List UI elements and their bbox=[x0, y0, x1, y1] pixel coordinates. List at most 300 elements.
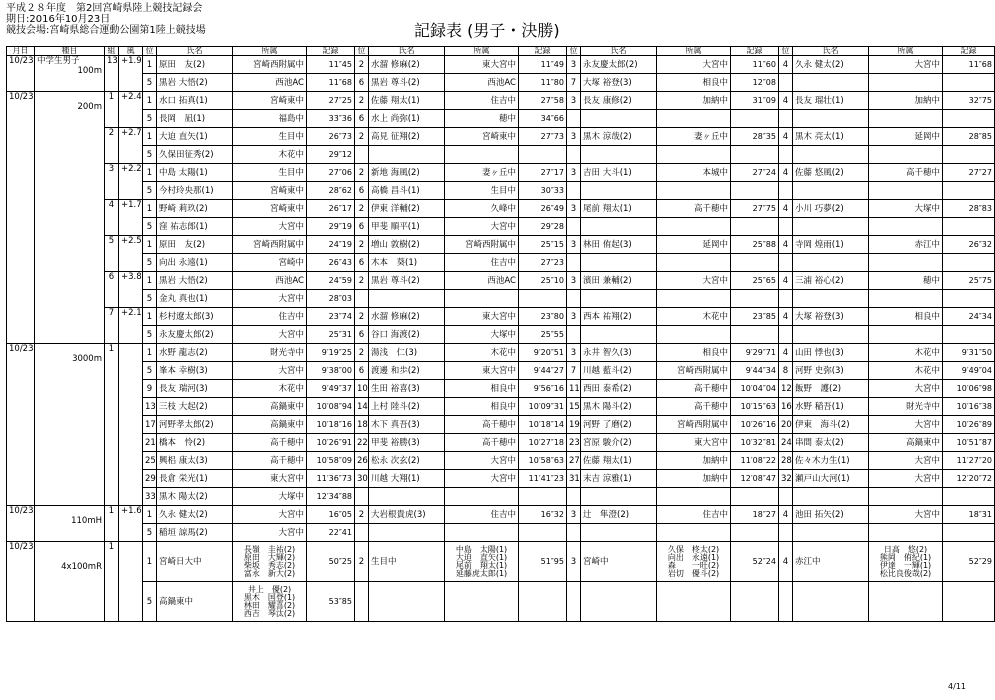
athlete-name: 黒木 涼哉(2) bbox=[581, 128, 657, 146]
place: 10 bbox=[355, 380, 369, 398]
team bbox=[445, 524, 519, 542]
place: 31 bbox=[567, 470, 581, 488]
athlete-name: 長友 瑞河(3) bbox=[157, 380, 233, 398]
col-heat: 組 bbox=[105, 47, 119, 56]
athlete-name: 尾前 翔太(1) bbox=[581, 200, 657, 218]
record: 9′38″00 bbox=[307, 362, 355, 380]
athlete-name: 長友 瑠壮(1) bbox=[793, 92, 869, 110]
athlete-name: 黒岩 尊斗(2) bbox=[369, 272, 445, 290]
team: 財光寺中 bbox=[233, 344, 307, 362]
place: 4 bbox=[779, 506, 793, 524]
athlete-name: 松永 次玄(2) bbox=[369, 452, 445, 470]
team bbox=[869, 74, 943, 92]
place: 2 bbox=[355, 92, 369, 110]
col-event: 種目 bbox=[35, 47, 105, 56]
record: 25″10 bbox=[519, 272, 567, 290]
place: 4 bbox=[779, 200, 793, 218]
athlete-name: 永友慶太郎(2) bbox=[157, 326, 233, 344]
athlete-name: 長友 康修(2) bbox=[581, 92, 657, 110]
record: 12′20″72 bbox=[943, 470, 995, 488]
team bbox=[657, 524, 731, 542]
team: 加納中 bbox=[657, 452, 731, 470]
team: 住吉中 bbox=[445, 92, 519, 110]
team: 延岡中 bbox=[657, 236, 731, 254]
record: 24″59 bbox=[307, 272, 355, 290]
relay-members: 中島 太陽(1) 大迫 直矢(1) 尾前 翔太(1) 延藤虎太郎(1) bbox=[445, 542, 519, 582]
record: 27″24 bbox=[731, 164, 779, 182]
team: 妻ヶ丘中 bbox=[657, 128, 731, 146]
event-date: 10/23 bbox=[7, 92, 35, 344]
record bbox=[731, 254, 779, 272]
record bbox=[731, 182, 779, 200]
athlete-name: 伊東 海斗(2) bbox=[793, 416, 869, 434]
event-date: 10/23 bbox=[7, 542, 35, 622]
place: 14 bbox=[355, 398, 369, 416]
record: 10′18″14 bbox=[519, 416, 567, 434]
heat-number: 1 bbox=[105, 542, 119, 622]
team: 相良中 bbox=[445, 380, 519, 398]
place bbox=[779, 582, 793, 622]
team: 木花中 bbox=[233, 146, 307, 164]
team: 大宮中 bbox=[869, 416, 943, 434]
place: 26 bbox=[355, 452, 369, 470]
relay-members: 井上 優(2) 黒木 国登(1) 林田 耀喜(2) 西吉 琴汰(2) bbox=[233, 582, 307, 622]
record: 11″45 bbox=[307, 56, 355, 74]
record: 29″28 bbox=[519, 218, 567, 236]
athlete-name: 河野 史弥(3) bbox=[793, 362, 869, 380]
place: 4 bbox=[779, 128, 793, 146]
place: 3 bbox=[567, 128, 581, 146]
team: 大塚中 bbox=[445, 326, 519, 344]
relay-members bbox=[445, 582, 519, 622]
event-category bbox=[37, 542, 102, 552]
record bbox=[731, 218, 779, 236]
place: 22 bbox=[355, 434, 369, 452]
table-row bbox=[7, 488, 995, 506]
place: 5 bbox=[143, 146, 157, 164]
team: 大宮中 bbox=[233, 290, 307, 308]
place: 32 bbox=[779, 470, 793, 488]
team bbox=[869, 254, 943, 272]
record: 26″73 bbox=[307, 128, 355, 146]
table-row bbox=[7, 200, 995, 218]
athlete-name: 中島 太陽(1) bbox=[157, 164, 233, 182]
record: 10′04″04 bbox=[731, 380, 779, 398]
team-name: 宮崎中 bbox=[581, 542, 657, 582]
col-team: 所属 bbox=[445, 47, 519, 56]
col-pos: 位 bbox=[779, 47, 793, 56]
athlete-name: 金丸 真也(1) bbox=[157, 290, 233, 308]
team: 大宮中 bbox=[233, 506, 307, 524]
place: 1 bbox=[143, 344, 157, 362]
athlete-name bbox=[581, 146, 657, 164]
table-row bbox=[7, 128, 995, 146]
team: 大宮中 bbox=[233, 524, 307, 542]
team bbox=[869, 110, 943, 128]
athlete-name bbox=[369, 290, 445, 308]
wind: +2.7 bbox=[119, 128, 143, 164]
heat-number: 4 bbox=[105, 200, 119, 236]
team: 高千穂中 bbox=[869, 164, 943, 182]
place: 11 bbox=[567, 380, 581, 398]
place bbox=[567, 488, 581, 506]
event-name bbox=[35, 92, 105, 344]
table-row bbox=[7, 272, 995, 290]
athlete-name bbox=[581, 182, 657, 200]
relay-members bbox=[657, 582, 731, 622]
record bbox=[731, 488, 779, 506]
place: 6 bbox=[355, 362, 369, 380]
place: 15 bbox=[567, 398, 581, 416]
record: 9′31″50 bbox=[943, 344, 995, 362]
table-row bbox=[7, 344, 995, 362]
place: 16 bbox=[779, 398, 793, 416]
athlete-name: 大迫 直矢(1) bbox=[157, 128, 233, 146]
athlete-name: 永井 智久(3) bbox=[581, 344, 657, 362]
col-day: 月日 bbox=[7, 47, 35, 56]
athlete-name: 長倉 栄光(1) bbox=[157, 470, 233, 488]
athlete-name: 永友慶太郎(2) bbox=[581, 56, 657, 74]
team bbox=[445, 290, 519, 308]
record bbox=[519, 524, 567, 542]
athlete-name bbox=[793, 290, 869, 308]
record: 52″29 bbox=[943, 542, 995, 582]
record: 22″41 bbox=[307, 524, 355, 542]
record bbox=[731, 146, 779, 164]
record bbox=[943, 290, 995, 308]
team: 宮崎西附属中 bbox=[657, 362, 731, 380]
record: 27″25 bbox=[307, 92, 355, 110]
record: 11′27″20 bbox=[943, 452, 995, 470]
athlete-name bbox=[793, 110, 869, 128]
place: 27 bbox=[567, 452, 581, 470]
col-record: 記録 bbox=[731, 47, 779, 56]
team: 大塚中 bbox=[869, 200, 943, 218]
place: 5 bbox=[143, 74, 157, 92]
team: 大宮中 bbox=[869, 470, 943, 488]
team: 東大宮中 bbox=[445, 56, 519, 74]
record bbox=[731, 524, 779, 542]
place bbox=[567, 110, 581, 128]
relay-members bbox=[869, 582, 943, 622]
team bbox=[869, 524, 943, 542]
team: 高千穂中 bbox=[445, 434, 519, 452]
record: 10′58″09 bbox=[307, 452, 355, 470]
col-pos: 位 bbox=[355, 47, 369, 56]
team: 大塚中 bbox=[233, 488, 307, 506]
table-row bbox=[7, 218, 995, 236]
heat-number: 3 bbox=[105, 164, 119, 200]
team: 木花中 bbox=[869, 362, 943, 380]
athlete-name: 黒岩 尊斗(2) bbox=[369, 74, 445, 92]
record bbox=[731, 582, 779, 622]
athlete-name: 久永 健太(2) bbox=[157, 506, 233, 524]
team: 大宮中 bbox=[445, 218, 519, 236]
place bbox=[779, 326, 793, 344]
place: 4 bbox=[779, 164, 793, 182]
athlete-name: 稲垣 諒馬(2) bbox=[157, 524, 233, 542]
wind bbox=[119, 542, 143, 622]
record bbox=[519, 488, 567, 506]
place bbox=[779, 110, 793, 128]
athlete-name: 久永 健太(2) bbox=[793, 56, 869, 74]
col-record: 記録 bbox=[943, 47, 995, 56]
wind: +2.4 bbox=[119, 92, 143, 128]
team: 加納中 bbox=[657, 92, 731, 110]
relay-members: 久保 柊太(2) 向出 永遠(1) 森 一旺(2) 岩切 優斗(2) bbox=[657, 542, 731, 582]
team: 生目中 bbox=[445, 182, 519, 200]
record: 28″85 bbox=[943, 128, 995, 146]
athlete-name bbox=[581, 218, 657, 236]
athlete-name: 高橋 昌斗(1) bbox=[369, 182, 445, 200]
team bbox=[869, 182, 943, 200]
place: 2 bbox=[355, 56, 369, 74]
col-wind: 風 bbox=[119, 47, 143, 56]
team-name: 生目中 bbox=[369, 542, 445, 582]
event-date: 10/23 bbox=[7, 56, 35, 92]
athlete-name: 黒岩 大悟(2) bbox=[157, 74, 233, 92]
table-row bbox=[7, 470, 995, 488]
table-row bbox=[7, 56, 995, 74]
place: 5 bbox=[143, 218, 157, 236]
record: 26″32 bbox=[943, 236, 995, 254]
record: 33″36 bbox=[307, 110, 355, 128]
team: 大宮中 bbox=[869, 380, 943, 398]
place: 3 bbox=[567, 164, 581, 182]
team: 大宮中 bbox=[869, 452, 943, 470]
wind bbox=[119, 344, 143, 506]
heat-number: 7 bbox=[105, 308, 119, 344]
col-name: 氏名 bbox=[157, 47, 233, 56]
athlete-name: 渡邊 和歩(2) bbox=[369, 362, 445, 380]
team: 妻ヶ丘中 bbox=[445, 164, 519, 182]
record: 10′26″16 bbox=[731, 416, 779, 434]
athlete-name: 杉村遼太郎(3) bbox=[157, 308, 233, 326]
record: 10′09″31 bbox=[519, 398, 567, 416]
place: 6 bbox=[355, 218, 369, 236]
event-distance: 100m bbox=[77, 66, 102, 76]
place: 9 bbox=[143, 380, 157, 398]
team: 相良中 bbox=[657, 344, 731, 362]
athlete-name: 河野孝太郎(2) bbox=[157, 416, 233, 434]
place bbox=[779, 488, 793, 506]
place: 12 bbox=[779, 380, 793, 398]
athlete-name: 大岩根貴虎(3) bbox=[369, 506, 445, 524]
record: 25″15 bbox=[519, 236, 567, 254]
heat-number: 1 bbox=[105, 506, 119, 542]
place: 3 bbox=[567, 56, 581, 74]
record: 11′36″73 bbox=[307, 470, 355, 488]
team: 高鍋東中 bbox=[233, 416, 307, 434]
place: 5 bbox=[143, 326, 157, 344]
athlete-name: 西田 泰希(2) bbox=[581, 380, 657, 398]
place: 29 bbox=[143, 470, 157, 488]
team: 高千穂中 bbox=[233, 452, 307, 470]
place: 33 bbox=[143, 488, 157, 506]
athlete-name: 大塚 裕登(3) bbox=[581, 74, 657, 92]
team: 東大宮中 bbox=[445, 362, 519, 380]
record: 51″95 bbox=[519, 542, 567, 582]
record: 10′26″89 bbox=[943, 416, 995, 434]
place: 2 bbox=[355, 272, 369, 290]
place bbox=[355, 146, 369, 164]
athlete-name: 橋本 怜(2) bbox=[157, 434, 233, 452]
team bbox=[869, 290, 943, 308]
table-row bbox=[7, 398, 995, 416]
team bbox=[657, 290, 731, 308]
record: 30″33 bbox=[519, 182, 567, 200]
place: 19 bbox=[567, 416, 581, 434]
place: 23 bbox=[567, 434, 581, 452]
team: 住吉中 bbox=[445, 506, 519, 524]
record: 26″17 bbox=[307, 200, 355, 218]
team: 大宮中 bbox=[657, 56, 731, 74]
meet-name: 平成２８年度 第2回宮崎県陸上競技記録会 bbox=[6, 3, 203, 14]
relay-members: 長嶺 圭祐(2) 原田 大輝(2) 柴坂 秀志(2) 富永 新大(2) bbox=[233, 542, 307, 582]
team: 久峰中 bbox=[445, 200, 519, 218]
place: 3 bbox=[567, 506, 581, 524]
place bbox=[567, 582, 581, 622]
athlete-name: 高見 征翔(2) bbox=[369, 128, 445, 146]
athlete-name: 生田 裕喜(3) bbox=[369, 380, 445, 398]
record: 34″66 bbox=[519, 110, 567, 128]
athlete-name bbox=[793, 182, 869, 200]
place: 2 bbox=[355, 200, 369, 218]
results-body bbox=[7, 56, 995, 622]
team: 延岡中 bbox=[869, 128, 943, 146]
record: 9′20″51 bbox=[519, 344, 567, 362]
team: 東大宮中 bbox=[445, 308, 519, 326]
team: 高千穂中 bbox=[657, 398, 731, 416]
place: 5 bbox=[143, 582, 157, 622]
place: 2 bbox=[355, 236, 369, 254]
wind: +1.6 bbox=[119, 506, 143, 542]
athlete-name: 水口 拓真(1) bbox=[157, 92, 233, 110]
place: 18 bbox=[355, 416, 369, 434]
team: 生目中 bbox=[233, 128, 307, 146]
table-row bbox=[7, 290, 995, 308]
record bbox=[943, 74, 995, 92]
team: 宮崎西附属中 bbox=[657, 416, 731, 434]
athlete-name: 飯野 護(2) bbox=[793, 380, 869, 398]
event-distance: 3000m bbox=[72, 354, 102, 364]
athlete-name: 新地 海風(2) bbox=[369, 164, 445, 182]
team: 西池AC bbox=[233, 272, 307, 290]
athlete-name: 向出 永遠(1) bbox=[157, 254, 233, 272]
athlete-name bbox=[793, 326, 869, 344]
record: 27″73 bbox=[519, 128, 567, 146]
athlete-name bbox=[581, 254, 657, 272]
record: 10′51″87 bbox=[943, 434, 995, 452]
record: 9′29″71 bbox=[731, 344, 779, 362]
table-row bbox=[7, 416, 995, 434]
athlete-name: 林田 侑起(3) bbox=[581, 236, 657, 254]
team: 大宮中 bbox=[657, 272, 731, 290]
table-row bbox=[7, 380, 995, 398]
athlete-name: 串間 泰太(2) bbox=[793, 434, 869, 452]
event-distance: 200m bbox=[77, 102, 102, 112]
team: 大宮中 bbox=[445, 470, 519, 488]
place: 4 bbox=[779, 92, 793, 110]
place: 5 bbox=[143, 254, 157, 272]
record: 10′15″63 bbox=[731, 398, 779, 416]
record bbox=[943, 254, 995, 272]
table-row bbox=[7, 362, 995, 380]
place: 1 bbox=[143, 200, 157, 218]
team: 高千穂中 bbox=[233, 434, 307, 452]
record: 28″03 bbox=[307, 290, 355, 308]
athlete-name: 佐藤 翔太(1) bbox=[369, 92, 445, 110]
record: 10′27″18 bbox=[519, 434, 567, 452]
team: 西池AC bbox=[445, 272, 519, 290]
team bbox=[657, 254, 731, 272]
record: 9′19″25 bbox=[307, 344, 355, 362]
place: 4 bbox=[779, 56, 793, 74]
place: 13 bbox=[143, 398, 157, 416]
table-row bbox=[7, 326, 995, 344]
record: 11″68 bbox=[943, 56, 995, 74]
event-category: 中学生男子 bbox=[37, 56, 80, 66]
place: 2 bbox=[355, 506, 369, 524]
athlete-name: 黒木 陽太(2) bbox=[157, 488, 233, 506]
team: 財光寺中 bbox=[869, 398, 943, 416]
team: 穂中 bbox=[445, 110, 519, 128]
table-row bbox=[7, 236, 995, 254]
place bbox=[567, 146, 581, 164]
place bbox=[355, 488, 369, 506]
record: 53″85 bbox=[307, 582, 355, 622]
heat-number: 1 bbox=[105, 92, 119, 128]
place: 2 bbox=[355, 542, 369, 582]
place: 3 bbox=[567, 542, 581, 582]
record: 29″19 bbox=[307, 218, 355, 236]
team: 住吉中 bbox=[445, 254, 519, 272]
athlete-name: 峯本 幸樹(3) bbox=[157, 362, 233, 380]
record: 11′41″23 bbox=[519, 470, 567, 488]
athlete-name: 山田 悸也(3) bbox=[793, 344, 869, 362]
athlete-name bbox=[581, 290, 657, 308]
record: 9′49″04 bbox=[943, 362, 995, 380]
team: 高千穂中 bbox=[445, 416, 519, 434]
table-row bbox=[7, 110, 995, 128]
athlete-name: 佐藤 悠風(2) bbox=[793, 164, 869, 182]
place bbox=[567, 290, 581, 308]
col-name: 氏名 bbox=[793, 47, 869, 56]
record bbox=[943, 218, 995, 236]
record: 25″75 bbox=[943, 272, 995, 290]
record: 10′18″16 bbox=[307, 416, 355, 434]
record: 27″58 bbox=[519, 92, 567, 110]
record bbox=[943, 488, 995, 506]
team: 木花中 bbox=[869, 344, 943, 362]
team: 高千穂中 bbox=[657, 380, 731, 398]
table-row bbox=[7, 542, 995, 582]
athlete-name: 三枝 大起(2) bbox=[157, 398, 233, 416]
record bbox=[519, 146, 567, 164]
record: 25″55 bbox=[519, 326, 567, 344]
heat-number: 6 bbox=[105, 272, 119, 308]
team: 宮崎中 bbox=[233, 254, 307, 272]
record bbox=[731, 326, 779, 344]
wind: +2.5 bbox=[119, 236, 143, 272]
place: 28 bbox=[779, 452, 793, 470]
team-name: 高鍋東中 bbox=[157, 582, 233, 622]
col-team: 所属 bbox=[657, 47, 731, 56]
record: 27″06 bbox=[307, 164, 355, 182]
team bbox=[657, 146, 731, 164]
col-record: 記録 bbox=[307, 47, 355, 56]
athlete-name: 瀬戸山大河(1) bbox=[793, 470, 869, 488]
